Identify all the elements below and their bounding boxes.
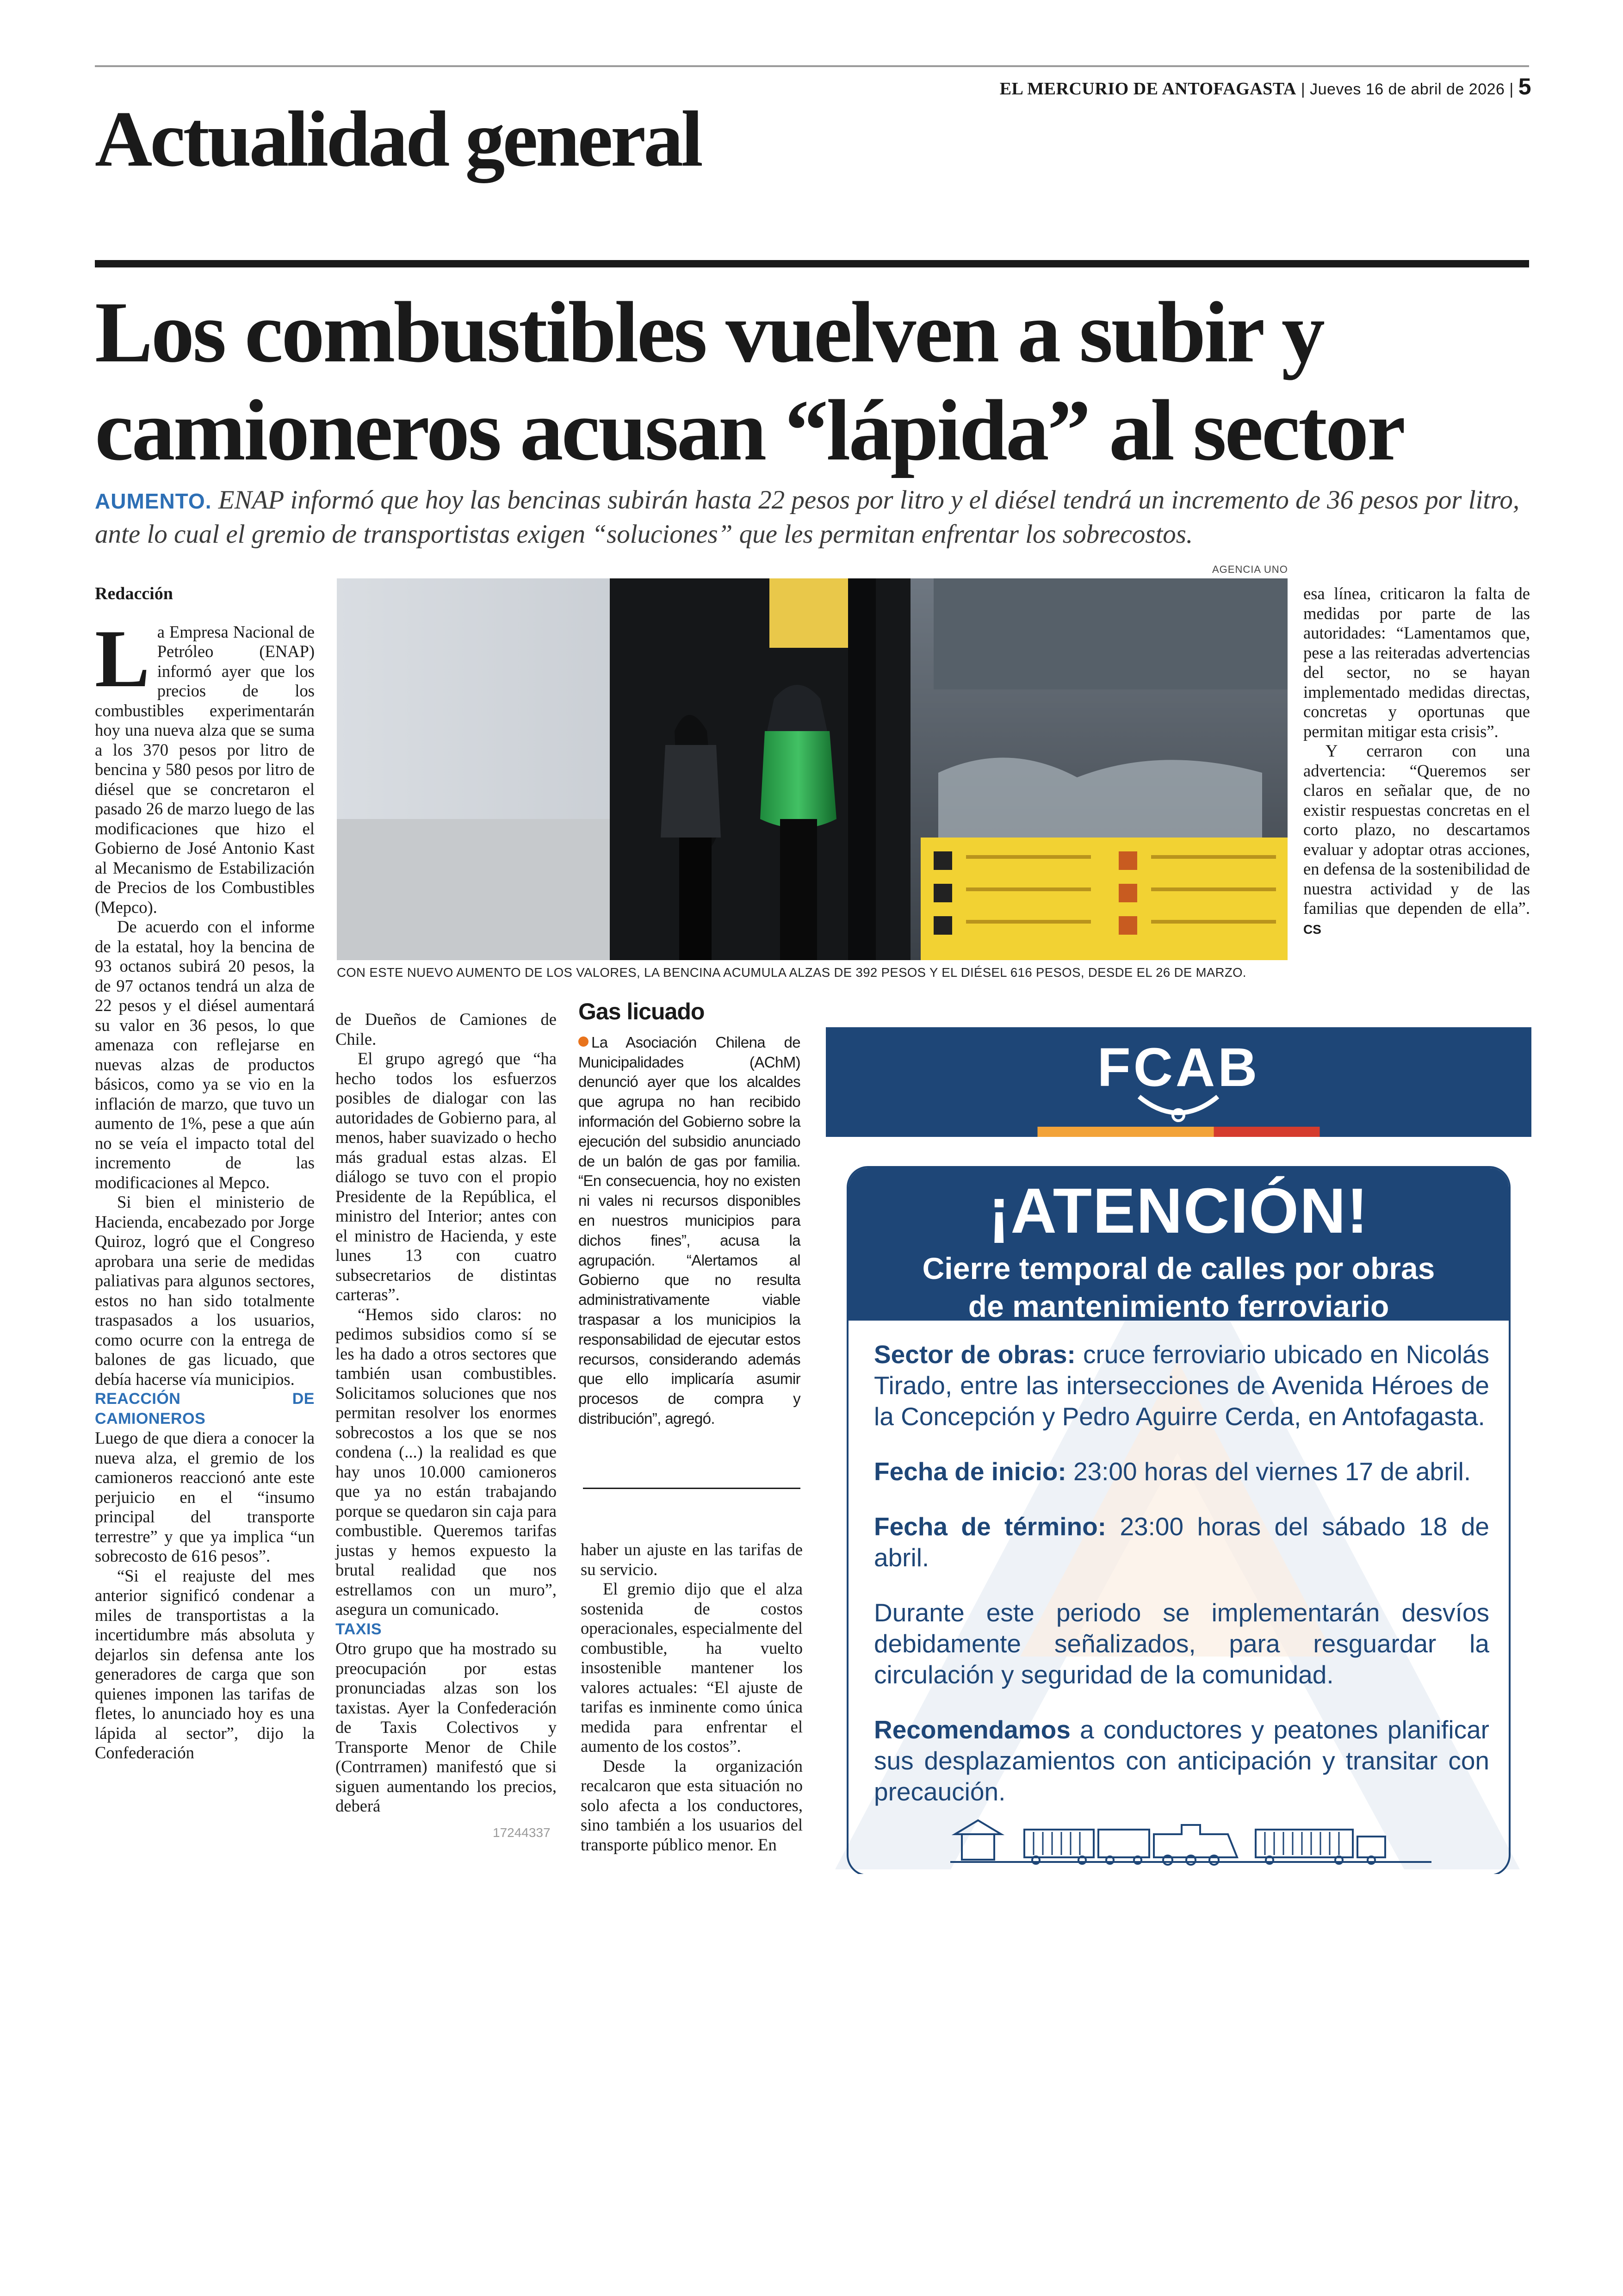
bullet-dot — [578, 1036, 588, 1047]
paragraph: Luego de que diera a conocer la nueva alza, el gremio de los camioneros reaccionó ante este perjuicio en el “insumo principal del transporte terrestre” y que ya implica “un sobrecosto de 616 pesos”. — [95, 1428, 315, 1565]
end-mark: CS — [1303, 922, 1321, 937]
ad-notice-body — [874, 1339, 1489, 1831]
ad-title: ¡ATENCIÓN! — [988, 1175, 1369, 1247]
paragraph: haber un ajuste en las tarifas de su servicio. — [581, 1540, 803, 1579]
paragraph: El grupo agregó que “ha hecho todos los esfuerzos posibles de dialogar con las autoridades de Gobierno para, al menos, haber suavizado o hecho más gradual estas alzas. El diálogo se tuvo con el propio Presidente de la República, el ministro del Interior; antes con el ministro de Hacienda, y este lunes 13 con cuatro subsecretarios de distintas carteras”. — [335, 1049, 557, 1304]
section-title: Actualidad general — [95, 95, 701, 183]
headline: Los combustibles vuelven a subir y camioneros acusan “lápida” al sector — [95, 284, 1404, 478]
fuel-pump-illustration — [337, 578, 1288, 960]
sidebar-rule — [583, 1488, 800, 1489]
byline: Redacción — [95, 584, 173, 603]
train-illustration-icon — [950, 1811, 1431, 1867]
paragraph: Y cerraron con una advertencia: “Queremos ser claros en señalar que, de no existir respuestas concretas en el corto plazo, no descartamos evaluar y adoptar otras acciones, en defensa de la sostenibilidad de nuestra actividad y de las familias que dependen de ella”. CS — [1303, 741, 1530, 937]
sidebar-title: Gas licuado — [578, 999, 705, 1024]
ad-subtitle: Cierre temporal de calles por obras de mantenimiento ferroviario — [922, 1251, 1435, 1323]
watermark: 17244337 — [493, 1825, 551, 1840]
paragraph: de Dueños de Camiones de Chile. — [335, 1010, 557, 1049]
deck — [95, 484, 1534, 551]
fcab-logo: FCAB — [1097, 1037, 1260, 1098]
paragraph: El gremio dijo que el alza sostenida de costos operacionales, especialmente del combustible, ha vuelto insostenible mantener los valores actuales: “El ajuste de tarifas es inminente como única medida para enfrentar el aumento de los costos”. — [581, 1579, 803, 1756]
paragraph: Desde la organización recalcaron que esta situación no solo afecta a los conductores, sino también a los usuarios del transporte público menor. En — [581, 1756, 803, 1854]
top-rule — [95, 65, 1529, 67]
section-rule — [95, 260, 1529, 267]
photo-credit: AGENCIA UNO — [1212, 564, 1288, 575]
lead-paragraph: La Empresa Nacional de Petróleo (ENAP) informó ayer que los precios de los combustibles experimentarán hoy una nueva alza que se suma a los 370 pesos por litro de bencina y 580 pesos por litro de diésel que se concretaron el pasado 26 de marzo luego de las modificaciones que hizo el Gobierno de José Antonio Kast al Mecanismo de Estabilización de Precios de los Combustibles (Mepco). — [95, 612, 315, 917]
ad-start-date: Fecha de inicio: 23:00 horas del viernes 17 de abril. — [874, 1457, 1471, 1486]
fuel-pump-photo — [337, 578, 1288, 960]
ad-end-date: Fecha de término: 23:00 horas del sábado 18 de abril. — [874, 1512, 1490, 1572]
ad-detour-notice: Durante este periodo se implementarán desvíos debidamente señalizados, para resguardar la circulación y seguridad de la comunidad. — [874, 1598, 1489, 1689]
ad-notice-header — [849, 1168, 1509, 1321]
deck-text: ENAP informó que hoy las bencinas subirán hasta 22 pesos por litro y el diésel tendrá un incremento de 36 pesos por litro, ante lo cual el gremio de transportistas exigen “soluciones” que les permitan enfrentar los sobrecostos. — [95, 485, 1520, 549]
paragraph: “Si el reajuste del mes anterior significó condenar a miles de transportistas a la incertidumbre más absoluta y dejarlos sin defensa ante los generadores de carga que son quienes imponen las tarifas de fletes, lo anunciado hoy es una lápida al sector”, dijo la Confederación — [95, 1566, 315, 1762]
subhead-taxis: TAXIS — [335, 1620, 382, 1638]
ad-notice-panel — [847, 1166, 1511, 1874]
article-column-2 — [335, 1010, 557, 1816]
article-column-1 — [95, 584, 315, 1763]
paragraph: esa línea, criticaron la falta de medidas por parte de las autoridades: “Lamentamos que, pese a las reiteradas advertencias del sector, no se hayan implementado medidas directas, concretas y oportunas que permitan mitigar esta crisis”. — [1303, 584, 1530, 741]
ad-recommendation: Recomendamos a conductores y peatones planificar sus desplazamientos con anticipación y transitar con precaución. — [874, 1715, 1489, 1806]
paragraph: “Hemos sido claros: no pedimos subsidios como sí se les ha dado a otros sectores que también usan combustibles. Solicitamos soluciones que nos permitan resolver los enormes sobrecostos a los que se nos condena (...) la realidad es que hay unos 10.000 camioneros que ya no están trabajando porque se quedaron sin caja para combustible. Queremos tarifas justas y hemos expuesto la brutal realidad que nos estrellamos con un muro”, asegura un comunicado. — [335, 1304, 557, 1619]
issue-date: Jueves 16 de abril de 2026 — [1310, 81, 1505, 98]
subhead-camioneros: REACCIÓN DE CAMIONEROS — [95, 1390, 315, 1427]
paragraph: Si bien el ministerio de Hacienda, encabezado por Jorge Quiroz, logró que el Congreso aprobara una serie de medidas paliativas para algunos sectores, estos no han sido totalmente traspasados a los usuarios, como ocurre con la entrega de balones de gas licuado, que debía hacerse vía municipios. — [95, 1192, 315, 1389]
dropcap: L — [95, 612, 150, 704]
running-head: EL MERCURIO DE ANTOFAGASTA | Jueves 16 de abril de 2026 | 5 — [999, 74, 1531, 99]
photo-caption: CON ESTE NUEVO AUMENTO DE LOS VALORES, LA BENCINA ACUMULA ALZAS DE 392 PESOS Y EL DIÉSEL 616 PESOS, DESDE EL 26 DE MARZO. — [337, 965, 1246, 980]
paragraph: Otro grupo que ha mostrado su preocupación por estas pronunciadas alzas son los taxistas. Ayer la Confederación de Taxis Colectivos y Transporte Menor de Chile (Contrramen) manifestó que si siguen aumentando los precios, deberá — [335, 1639, 557, 1815]
publication-name: EL MERCURIO DE ANTOFAGASTA — [999, 79, 1296, 99]
ad-sector: Sector de obras: cruce ferroviario ubicado en Nicolás Tirado, entre las intersecciones de Avenida Héroes de la Concepción y Pedro Aguirre Cerda, en Antofagasta. — [874, 1340, 1490, 1431]
article-column-3 — [581, 1540, 803, 1855]
page-number: 5 — [1518, 74, 1531, 99]
fcab-logo-track-icon — [1134, 1092, 1222, 1134]
article-column-right — [1303, 584, 1530, 939]
sidebar-text: La Asociación Chilena de Municipalidades (AChM) denunció ayer que los alcaldes que agrupa no han recibido información del Gobierno sobre la ejecución del subsidio anunciado de un balón de gas por familia. “En consecuencia, hoy no existen ni vales ni recursos disponibles en nuestros municipios para dichos fines”, acusa la agrupación. “Alertamos al Gobierno que no resulta administrativamente viable traspasar a los municipios la responsabilidad de ejecutar estos recursos, considerando además que ello implicaría asumir procesos de compra y distribución”, agregó. — [578, 1033, 800, 1427]
fcab-advertisement — [826, 1027, 1531, 1874]
deck-kicker: AUMENTO. — [95, 489, 212, 513]
sidebar-gas-licuado — [578, 999, 800, 1429]
paragraph: De acuerdo con el informe de la estatal, hoy la bencina de 93 octanos subirá 20 pesos, la de 97 octanos tendrá un alza de 22 pesos y el diésel aumentará su valor en 36 pesos, lo que amenaza con reflejarse en nuevas alzas de productos básicos, como ya se vio en la inflación de marzo, que tuvo un aumento de 1%, pese a que aún no se veía el impacto total del incremento de las modificaciones al Mepco. — [95, 917, 315, 1192]
